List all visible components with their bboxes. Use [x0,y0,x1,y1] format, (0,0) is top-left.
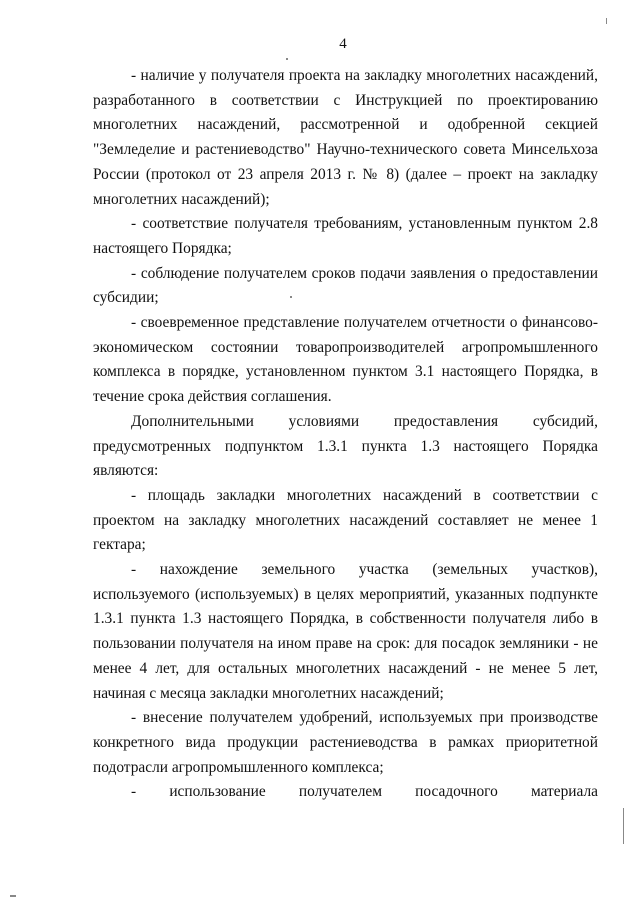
paragraph-planting-material: - использование получателем посадочного материала [131,783,598,801]
paragraph-project-availability: - наличие у получателя проекта на закладку многолетних насаждений, разработанного в соответствии с Инструкцией по проектированию многолетних насаждений, рассмотренной и одобренной секцией "Земледелие и растениеводство" Научно-технического совета Минсельхоза России (протокол от 23 апреля 2013 г. № 8) (далее – проект на закладку многолетних насаждений); [93,67,598,208]
document-body [93,64,598,805]
paragraph-additional-conditions: Дополнительными условиями предоставления субсидий, предусмотренных подпунктом 1.3.1 пункта 1.3 настоящего Порядка являются: [93,412,598,480]
paragraph-planting-area: - площадь закладки многолетних насаждений в соответствии с проектом на закладку многолетних насаждений составляет не менее 1 гектара; [93,486,598,554]
scan-speck [10,895,16,897]
paragraph-land-plot: - нахождение земельного участка (земельных участков), используемого (используемых) в целях мероприятий, указанных подпункте 1.3.1 пункта 1.3 настоящего Порядка, в собственности получателя либо в пользовании получателя на ином праве на срок: для посадок земляники - не менее 4 лет, для остальных многолетних насаждений - не менее 5 лет, начиная с месяца закладки многолетних насаждений; [93,561,598,702]
paragraph-application-deadlines: - соблюдение получателем сроков подачи заявления о предоставлении субсидии; [93,264,598,307]
scan-speck [290,296,292,298]
paragraph-requirements-compliance: - соответствие получателя требованиям, установленным пунктом 2.8 настоящего Порядка; [93,215,598,257]
paragraph-timely-reporting: - своевременное представление получателем отчетности о финансово-экономическом состоянии товаропроизводителей агропромышленного комплекса в порядке, установленном пунктом 3.1 настоящего Порядка, в течение срока действия соглашения. [93,314,598,406]
scan-speck [606,18,607,24]
scan-speck [286,58,288,60]
paragraph-fertilizers: - внесение получателем удобрений, используемых при производстве конкретного вида продукции растениеводства в рамках приоритетной подотрасли агропромышленного комплекса; [93,709,598,776]
scan-speck [623,808,624,844]
page-number: 4 [339,36,347,52]
